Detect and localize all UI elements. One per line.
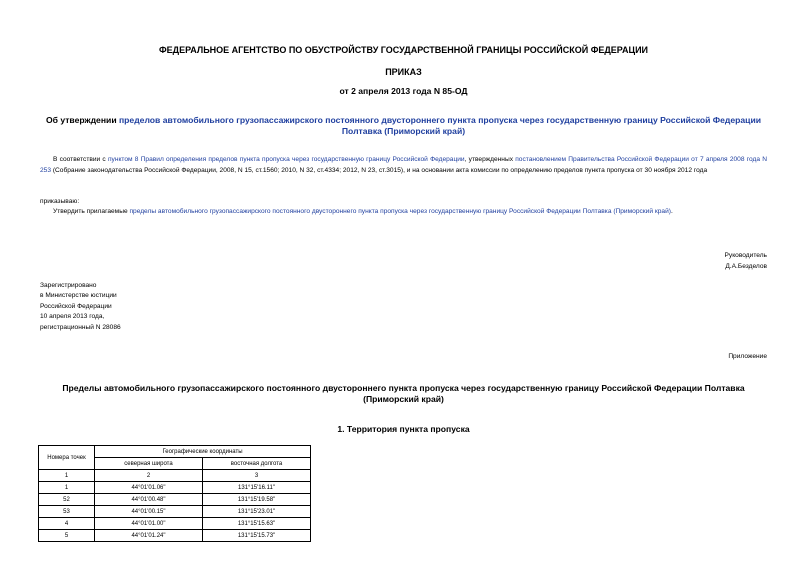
col-number: 1 — [39, 470, 95, 482]
header-longitude: восточная долгота — [203, 458, 311, 470]
table-row — [39, 530, 311, 542]
approve-paragraph — [40, 207, 767, 218]
col-number: 2 — [95, 470, 203, 482]
section-title: 1. Территория пункта пропуска — [337, 424, 470, 434]
order-word: приказываю: — [40, 198, 80, 205]
registration-line: Российской Федерации — [40, 302, 112, 310]
coordinates-table — [38, 445, 311, 542]
point-number: 4 — [39, 518, 95, 530]
latitude-cell: 44°01'01.06" — [95, 482, 203, 494]
signature-name: Д.А.Безделов — [725, 263, 767, 270]
table-numbering-row — [39, 470, 311, 482]
preamble-paragraph — [40, 155, 767, 176]
latitude-cell: 44°01'01.00" — [95, 518, 203, 530]
limits-appendix-link[interactable]: пределы автомобильного грузопассажирского постоянного двустороннего пункта пропуска через государственную границу Российской Федерации Полтавка (Приморский край) — [129, 208, 671, 215]
government-decree-link[interactable]: постановлением Правительства Российской Федерации от 7 апреля 2008 года N 253 — [40, 156, 767, 174]
table-row — [39, 494, 311, 506]
registration-line: Зарегистрировано — [40, 282, 97, 289]
document-title-prefix: Об утверждении — [45, 115, 119, 125]
rules-point-8-link[interactable]: пунктом 8 Правил определения пределов пункта пропуска через государственную границу Российской Федерации — [107, 156, 465, 163]
approve-text-b: . — [670, 208, 673, 215]
agency-heading: ФЕДЕРАЛЬНОЕ АГЕНТСТВО ПО ОБУСТРОЙСТВУ ГОСУДАРСТВЕННОЙ ГРАНИЦЫ РОССИЙСКОЙ ФЕДЕРАЦИИ — [158, 45, 649, 55]
document-title — [40, 115, 767, 137]
table-row — [39, 482, 311, 494]
approve-text-a: Утвердить прилагаемые — [53, 208, 130, 215]
order-date: от 2 апреля 2013 года N 85-ОД — [339, 86, 468, 96]
registration-line: 10 апреля 2013 года, — [40, 313, 105, 321]
point-number: 53 — [39, 506, 95, 518]
registration-line: регистрационный N 28086 — [40, 323, 121, 331]
point-number: 1 — [39, 482, 95, 494]
order-heading: ПРИКАЗ — [385, 67, 422, 77]
longitude-cell: 131°15'15.73" — [203, 530, 311, 542]
header-points: Номера точек — [39, 446, 95, 470]
table-row — [39, 518, 311, 530]
header-coordinates: Географические координаты — [95, 446, 311, 458]
preamble-text-c: (Собрание законодательства Российской Федерации, 2008, N 15, ст.1560; 2010, N 32, ст.4334; 2012, N 23, ст.3015), и на основании акта комиссии по определению пределов пункта пропуска от 30 ноября 2012 года — [51, 166, 708, 174]
table-header-row — [39, 446, 311, 458]
signature-block — [725, 250, 767, 272]
latitude-cell: 44°01'00.15" — [95, 506, 203, 518]
point-number: 52 — [39, 494, 95, 506]
appendix-label: Приложение — [728, 353, 767, 360]
document-title-link[interactable]: пределов автомобильного грузопассажирского постоянного двустороннего пункта пропуска через государственную границу Российской Федерации Полтавка (Приморский край) — [118, 115, 762, 136]
registration-line: в Министерстве юстиции — [40, 292, 117, 300]
latitude-cell: 44°01'01.24" — [95, 530, 203, 542]
preamble-text-a: В соответствии с — [53, 156, 108, 163]
col-number: 3 — [203, 470, 311, 482]
signature-role: Руководитель — [724, 252, 767, 259]
longitude-cell: 131°15'23.01" — [203, 506, 311, 518]
table-row — [39, 506, 311, 518]
point-number: 5 — [39, 530, 95, 542]
longitude-cell: 131°15'19.58" — [203, 494, 311, 506]
appendix-title: Пределы автомобильного грузопассажирского постоянного двустороннего пункта пропуска через государственную границу Российской Федерации Полтавка (Приморский край) — [62, 383, 745, 404]
header-latitude: северная широта — [95, 458, 203, 470]
longitude-cell: 131°15'16.11" — [203, 482, 311, 494]
latitude-cell: 44°01'00.48" — [95, 494, 203, 506]
preamble-text-b: , утвержденных — [464, 156, 516, 163]
registration-block — [40, 281, 121, 333]
longitude-cell: 131°15'15.63" — [203, 518, 311, 530]
